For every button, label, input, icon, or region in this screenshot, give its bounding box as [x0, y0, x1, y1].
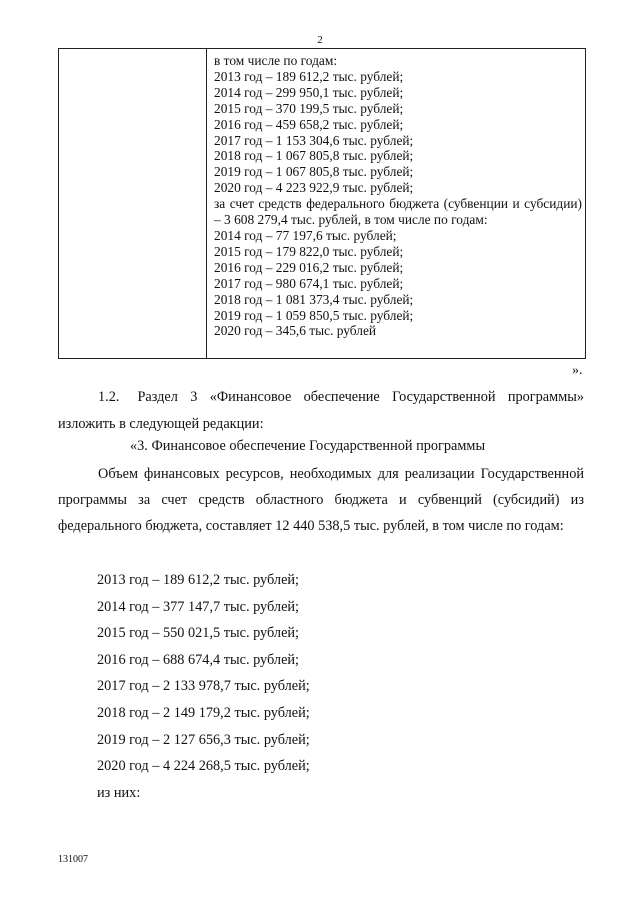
table-year-row: 2016 год – 459 658,2 тыс. рублей; — [214, 116, 404, 132]
year-row: 2020 год – 4 224 268,5 тыс. рублей; — [97, 758, 310, 775]
table-column-divider — [206, 49, 207, 358]
federal-years-list — [214, 228, 582, 339]
years-list — [97, 567, 310, 806]
table-year-row: 2015 год – 179 822,0 тыс. рублей; — [214, 243, 404, 259]
table-year-row: 2019 год – 1 059 850,5 тыс. рублей; — [214, 307, 414, 323]
table-year-row: 2020 год – 345,6 тыс. рублей — [214, 323, 377, 339]
federal-budget-text: за счет средств федерального бюджета (субвенции и субсидии) – 3 608 279,4 тыс. рублей, в том числе по годам: — [214, 196, 582, 228]
regional-years-list — [214, 69, 582, 196]
table-intro: в том числе по годам: — [214, 53, 338, 68]
year-row: 2014 год – 377 147,7 тыс. рублей; — [97, 598, 300, 615]
table-year-row: 2014 год – 299 950,1 тыс. рублей; — [214, 84, 404, 100]
table-year-row: 2015 год – 370 199,5 тыс. рублей; — [214, 100, 404, 116]
item-number: 1.2. — [98, 389, 120, 405]
table-year-row: 2013 год – 189 612,2 тыс. рублей; — [214, 68, 404, 84]
year-row: 2017 год – 2 133 978,7 тыс. рублей; — [97, 678, 310, 695]
table-year-row: 2018 год – 1 081 373,4 тыс. рублей; — [214, 291, 414, 307]
year-row: 2019 год – 2 127 656,3 тыс. рублей; — [97, 731, 310, 748]
of-which-label: из них: — [97, 784, 141, 801]
table-year-row: 2014 год – 77 197,6 тыс. рублей; — [214, 227, 397, 243]
table-year-row: 2017 год – 1 153 304,6 тыс. рублей; — [214, 132, 414, 148]
funding-table — [58, 48, 586, 359]
table-year-row: 2019 год – 1 067 805,8 тыс. рублей; — [214, 164, 414, 180]
item-text: Раздел 3 «Финансовое обеспечение Государственной программы» изложить в следующей редакции: — [58, 389, 584, 432]
year-row: 2016 год – 688 674,4 тыс. рублей; — [97, 651, 300, 668]
year-row: 2013 год – 189 612,2 тыс. рублей; — [97, 572, 300, 588]
table-year-row: 2016 год – 229 016,2 тыс. рублей; — [214, 259, 404, 275]
table-year-row: 2018 год – 1 067 805,8 тыс. рублей; — [214, 148, 414, 164]
page-number: 2 — [317, 34, 323, 46]
year-row: 2015 год – 550 021,5 тыс. рублей; — [97, 625, 300, 642]
table-cell-funding — [214, 53, 582, 339]
amendment-item — [58, 384, 584, 438]
section-heading: «3. Финансовое обеспечение Государственной программы — [130, 438, 486, 454]
table-year-row: 2017 год – 980 674,1 тыс. рублей; — [214, 275, 404, 291]
year-row: 2018 год – 2 149 179,2 тыс. рублей; — [97, 704, 310, 721]
closing-quote: ». — [572, 363, 583, 378]
table-year-row: 2020 год – 4 223 922,9 тыс. рублей; — [214, 180, 414, 196]
footer-code: 131007 — [58, 854, 88, 865]
funding-paragraph: Объем финансовых ресурсов, необходимых для реализации Государственной программы за счет средств областного бюджета и субвенций (субсидий) из федерального бюджета, составляет 12 440 538,5 тыс. рублей, в том числе по годам: — [58, 466, 584, 534]
